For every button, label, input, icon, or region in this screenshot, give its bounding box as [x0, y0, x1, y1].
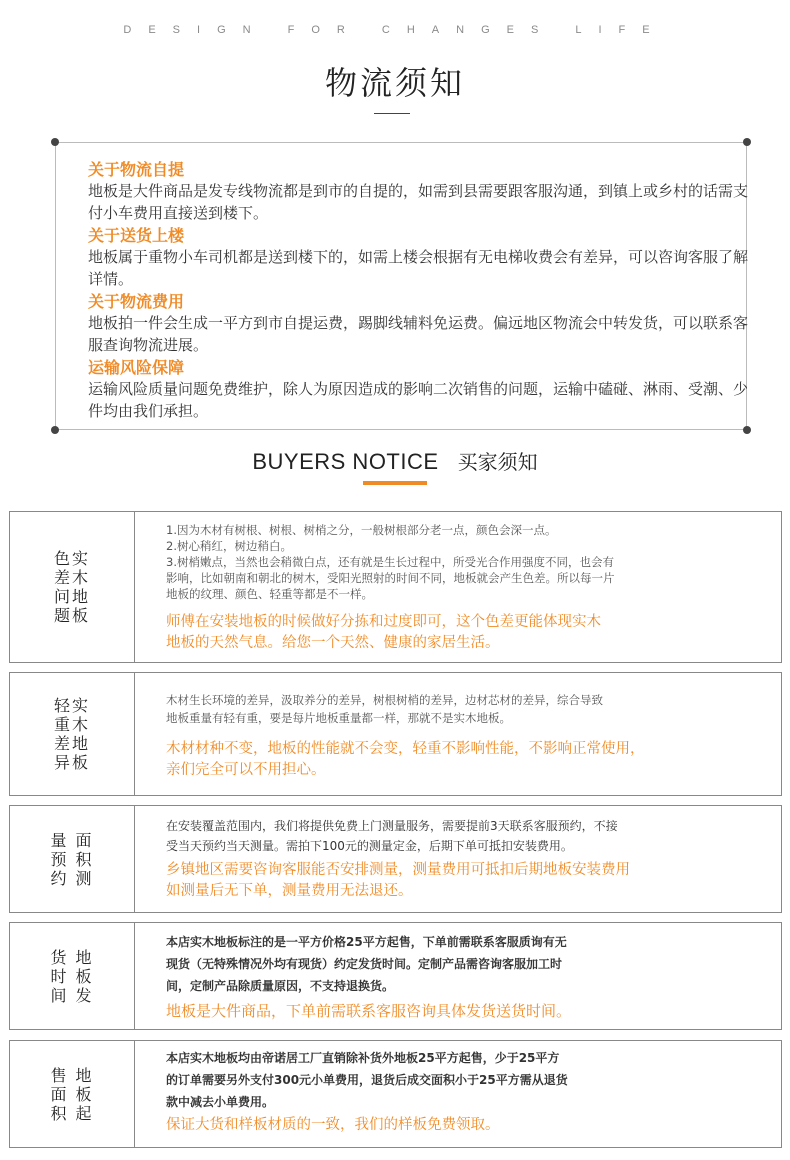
card-text-line: 的订单需要另外支付300元小单费用，退货后成交面积小于25平方需从退货 [166, 1073, 568, 1087]
card-label-line: 轻实 [53, 696, 90, 715]
page-title: 物流须知 [324, 64, 465, 102]
card-body [166, 691, 761, 781]
card-label-line: 差木 [53, 568, 90, 587]
card-label-line: 面 板 [50, 1084, 94, 1104]
card-highlight-line: 地板的天然气息。给您一个天然、健康的家居生活。 [166, 635, 500, 651]
card-highlight-line: 保证大货和样板材质的一致，我们的样板免费领取。 [166, 1117, 500, 1133]
card-body [166, 931, 761, 1022]
notice-card-measurement-appointment [9, 805, 782, 913]
card-text-line: 款中减去小单费用。 [166, 1095, 275, 1109]
card-highlight-line: 地板是大件商品，下单前需联系客服咨询具体发货送货时间。 [166, 1002, 572, 1020]
card-label-line: 问地 [53, 587, 90, 606]
card-text-line: 木材生长环境的差异，汲取养分的差异，树根树梢的差异，边材芯材的差异，综合导致 [166, 693, 603, 707]
buyers-notice-title [0, 446, 790, 475]
card-label-line: 色实 [53, 549, 90, 568]
card-label-line: 预 积 [50, 849, 94, 869]
title-divider [374, 113, 410, 114]
card-highlight-line: 木材材种不变，地板的性能就不会变，轻重不影响性能，不影响正常使用， [166, 741, 645, 757]
buyers-title-cn: 买家须知 [457, 450, 538, 474]
card-text-line: 本店实木地板标注的是一平方价格25平方起售，下单前需联系客服质询有无 [166, 935, 567, 949]
corner-dot [743, 138, 751, 146]
section-body-shipping-fee: 地板拍一件会生成一平方到市自提运费，踢脚线辅料免运费。偏远地区物流会中转发货，可以联系客服查询物流进展。 [88, 314, 749, 354]
buyers-title-en: BUYERS NOTICE [252, 449, 439, 474]
card-label [10, 1041, 135, 1147]
corner-dot [51, 426, 59, 434]
card-label-line: 异板 [53, 753, 90, 772]
notice-card-shipping-time [9, 922, 782, 1030]
card-text-line: 间，定制产品除质量原因，不支持退换货。 [166, 979, 395, 993]
section-body-self-pickup: 地板是大件商品是发专线物流都是到市的自提的，如需到县需要跟客服沟通，到镇上或乡村的话需支付小车费用直接送到楼下。 [88, 182, 749, 222]
card-label-line: 量 面 [50, 830, 94, 850]
card-label-line: 题板 [53, 606, 90, 625]
section-heading-delivery-upstairs: 关于送货上楼 [88, 226, 185, 245]
card-text-line: 地板重量有轻有重，要是每片地板重量都一样，那就不是实木地板。 [166, 711, 511, 725]
notice-card-color-difference [9, 511, 782, 663]
card-text-line: 影响，比如朝南和朝北的树木，受阳光照射的时间不同，地板就会产生色差。所以每一片 [166, 571, 615, 585]
card-label-line: 时 板 [50, 966, 94, 986]
notice-card-minimum-area [9, 1040, 782, 1148]
card-label-line: 约 测 [50, 868, 94, 888]
card-text-line: 现货（无特殊情况外均有现货）约定发货时间。定制产品需咨询客服加工时 [166, 957, 563, 971]
section-body-transport-guarantee: 运输风险质量问题免费维护，除人为原因造成的影响二次销售的问题，运输中磕碰、淋雨、受潮、少件均由我们承担。 [88, 380, 749, 420]
card-label-line: 售 地 [50, 1065, 94, 1085]
card-highlight-line: 乡镇地区需要咨询客服能否安排测量，测量费用可抵扣后期地板安装费用 [166, 862, 630, 878]
logistics-notice-content [88, 158, 748, 422]
card-text-line: 受当天预约当天测量。需拍下100元的测量定金，后期下单可抵扣安装费用。 [166, 839, 573, 853]
card-text-line: 3.树梢嫩点，当然也会稍微白点，还有就是生长过程中，所受光合作用强度不同，也会有 [166, 555, 614, 569]
card-body [166, 816, 761, 902]
card-label-line: 重木 [53, 715, 90, 734]
card-highlight-line: 亲们完全可以不用担心。 [166, 762, 326, 778]
corner-dot [743, 426, 751, 434]
card-text-line: 本店实木地板均由帝诺居工厂直销除补货外地板25平方起售，少于25平方 [166, 1051, 560, 1065]
card-body [166, 1047, 761, 1136]
card-text-line: 2.树心稍红，树边稍白。 [166, 539, 292, 553]
buyers-title-bar [363, 481, 427, 485]
card-label-line: 积 起 [50, 1103, 94, 1123]
card-label-line: 间 发 [50, 985, 94, 1005]
section-heading-self-pickup: 关于物流自提 [88, 160, 185, 179]
card-text-line: 1.因为木材有树根、树根、树梢之分，一般树根部分老一点，颜色会深一点。 [166, 523, 557, 537]
card-label [10, 512, 135, 662]
card-label [10, 806, 135, 912]
card-text-line: 在安装覆盖范围内，我们将提供免费上门测量服务，需要提前3天联系客服预约，不接 [166, 819, 618, 833]
card-highlight-line: 师傅在安装地板的时候做好分拣和过度即可，这个色差更能体现实木 [166, 614, 601, 630]
section-body-delivery-upstairs: 地板属于重物小车司机都是送到楼下的，如需上楼会根据有无电梯收费会有差异，可以咨询客服了解详情。 [88, 248, 749, 288]
card-label-line: 差地 [53, 734, 90, 753]
header-tagline: DESIGN FOR CHANGES LIFE [123, 24, 667, 36]
corner-dot [51, 138, 59, 146]
card-body [166, 522, 761, 654]
notice-card-weight-difference [9, 672, 782, 796]
card-text-line: 地板的纹理、颜色、轻重等都是不一样。 [166, 587, 373, 601]
card-highlight-line: 如测量后无下单，测量费用无法退还。 [166, 883, 413, 899]
card-label [10, 923, 135, 1029]
card-label [10, 673, 135, 795]
section-heading-shipping-fee: 关于物流费用 [88, 292, 185, 311]
card-label-line: 货 地 [50, 947, 94, 967]
section-heading-transport-guarantee: 运输风险保障 [88, 358, 185, 377]
